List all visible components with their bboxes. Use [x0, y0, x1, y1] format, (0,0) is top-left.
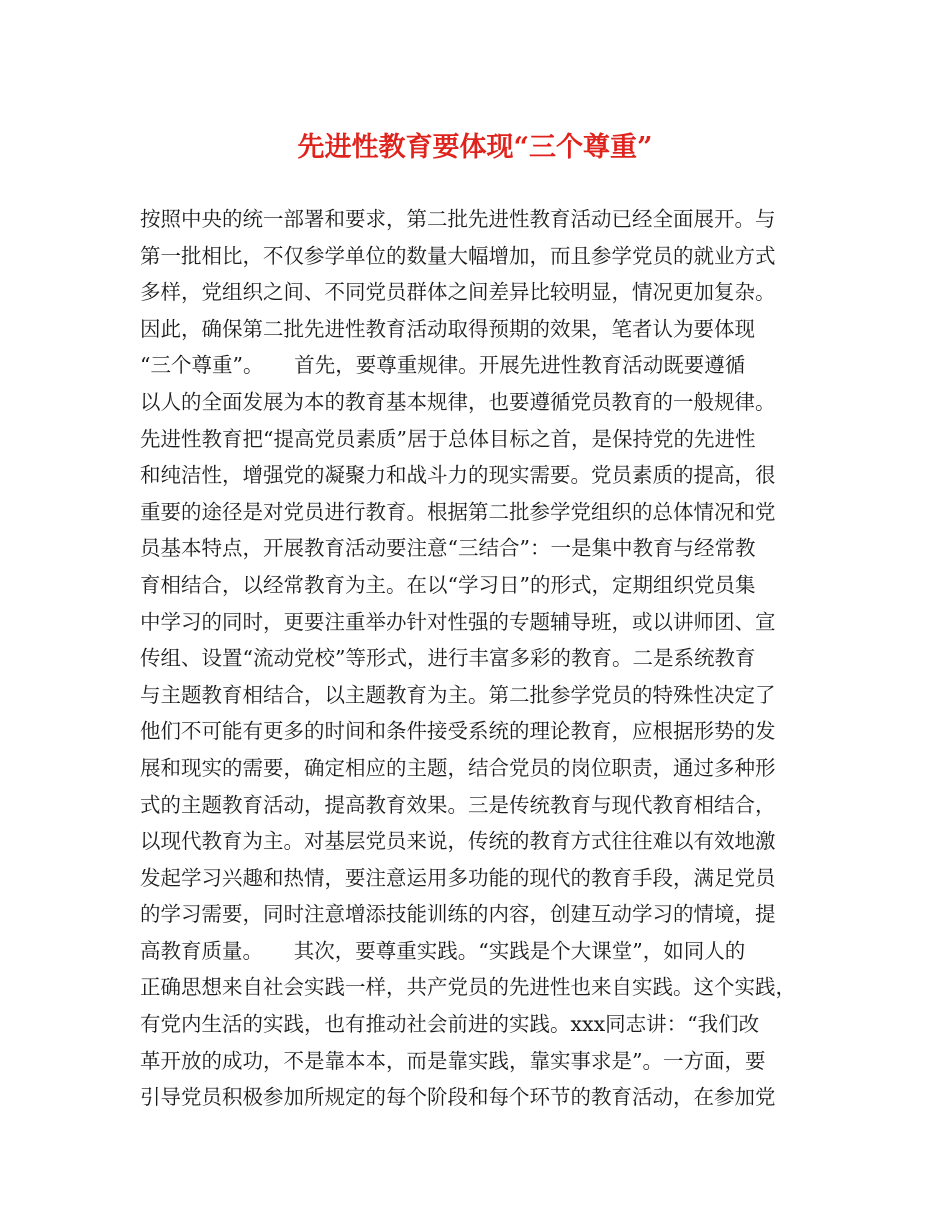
body-line: 和纯洁性，增强党的凝聚力和战斗力的现实需要。党员素质的提高，很 [140, 463, 776, 488]
body-line: 他们不可能有更多的时间和条件接受系统的理论教育，应根据形势的发 [140, 719, 776, 744]
document-body [140, 201, 830, 1116]
body-line: 革开放的成功，不是靠本本，而是靠实践，靠实事求是”。一方面，要 [140, 1048, 766, 1073]
body-line: 以现代教育为主。对基层党员来说，传统的教育方式往往难以有效地激 [140, 829, 776, 854]
body-line: 以人的全面发展为本的教育基本规律，也要遵循党员教育的一般规律。 [140, 389, 776, 414]
body-line: “三个尊重”。 首先，要尊重规律。开展先进性教育活动既要遵循 [140, 353, 746, 378]
body-line: 中学习的同时，更要注重举办针对性强的专题辅导班，或以讲师团、宣 [140, 609, 776, 634]
body-line: 因此，确保第二批先进性教育活动取得预期的效果，笔者认为要体现 [140, 316, 755, 341]
body-line: 第一批相比，不仅参学单位的数量大幅增加，而且参学党员的就业方式 [140, 243, 776, 268]
body-line: 育相结合，以经常教育为主。在以“学习日”的形式，定期组织党员集 [140, 572, 756, 597]
body-line: 重要的途径是对党员进行教育。根据第二批参学党组织的总体情况和党 [140, 499, 776, 524]
body-line: 传组、设置“流动党校”等形式，进行丰富多彩的教育。二是系统教育 [140, 646, 756, 671]
body-line: 引导党员积极参加所规定的每个阶段和每个环节的教育活动，在参加党 [140, 1085, 776, 1110]
body-line: 展和现实的需要，确定相应的主题，结合党员的岗位职责，通过多种形 [140, 755, 776, 780]
body-line: 有党内生活的实践，也有推动社会前进的实践。xxx同志讲：“我们改 [140, 1012, 760, 1037]
body-line: 多样，党组织之间、不同党员群体之间差异比较明显，情况更加复杂。 [140, 280, 776, 305]
body-line: 员基本特点，开展教育活动要注意“三结合”：一是集中教育与经常教 [140, 536, 756, 561]
body-line: 正确思想来自社会实践一样，共产党员的先进性也来自实践。这个实践， [140, 975, 796, 1000]
body-line: 与主题教育相结合，以主题教育为主。第二批参学党员的特殊性决定了 [140, 682, 776, 707]
document-title: 先进性教育要体现“三个尊重” [297, 132, 653, 163]
body-line: 按照中央的统一部署和要求，第二批先进性教育活动已经全面展开。与 [140, 207, 776, 231]
body-line: 式的主题教育活动，提高教育效果。三是传统教育与现代教育相结合， [140, 792, 776, 817]
body-line: 高教育质量。 其次，要尊重实践。“实践是个大课堂”，如同人的 [140, 938, 746, 963]
body-line: 发起学习兴趣和热情，要注意运用多功能的现代的教育手段，满足党员 [140, 865, 776, 890]
body-line: 的学习需要，同时注意增添技能训练的内容，创建互动学习的情境，提 [140, 902, 776, 927]
body-line: 先进性教育把“提高党员素质”居于总体目标之首，是保持党的先进性 [140, 426, 756, 451]
